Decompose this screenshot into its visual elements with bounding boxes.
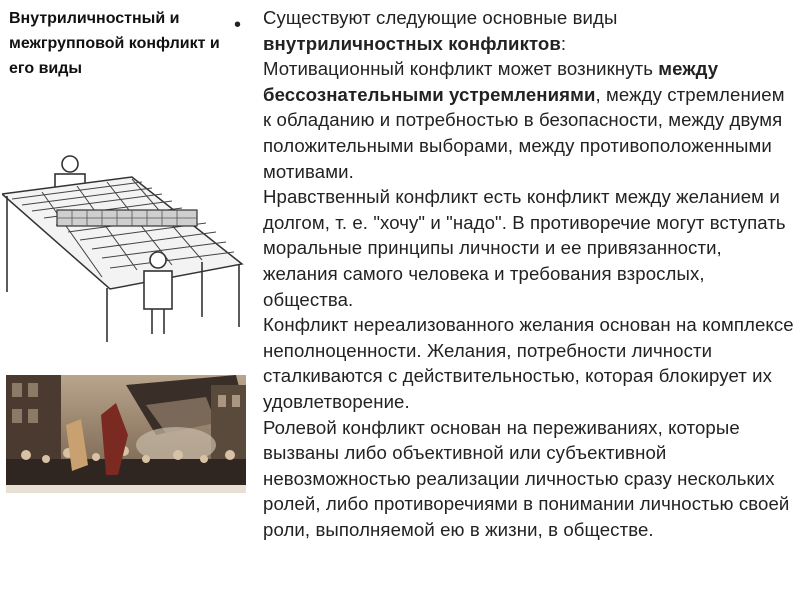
bullet-dot: • — [234, 14, 242, 36]
text-run: Мотивационный конфликт может возникнуть — [263, 58, 659, 80]
text-run: : — [560, 32, 567, 54]
text-run: Ролевой конфликт основан на переживаниях, которые вызваны либо объективной или субъективной невозможностью реализации личностью сразу нескольких ролей, либо противоречиями в понимании личностью своей роли, выполняемой ею в жизни, в обществе. — [263, 416, 790, 540]
crowd-conflict-scene-image — [6, 375, 246, 493]
body-paragraph — [263, 5, 795, 56]
body-paragraph — [263, 56, 795, 184]
emphasized-text: внутриличностных конфликтов — [263, 32, 561, 54]
body-paragraph — [263, 184, 795, 312]
people-at-table-illustration — [2, 152, 252, 347]
text-run: Нравственный конфликт есть конфликт между желанием и долгом, т. е. "хочу" и "надо". В противоречие могут вступать моральные принципы личности и ее привязанности, желания самого человека и требования взрослых, общества. — [263, 186, 786, 310]
text-run: Существуют следующие основные виды — [263, 7, 618, 28]
body-paragraph — [263, 415, 795, 543]
emphasized-text: между бессознательными устремлениями — [263, 58, 719, 105]
body-text — [263, 5, 795, 542]
text-run: , между стремлением к обладанию и потребностью в безопасности, между двумя положительными выборами, между противоположенными мотивами. — [263, 83, 785, 182]
slide-title: Внутриличностный и межгрупповой конфликт и его виды — [9, 10, 220, 77]
text-run: Конфликт нереализованного желания основан на комплексе неполноценности. Желания, потребности личности сталкиваются с действительностью, которая блокирует их удовлетворение. — [263, 314, 794, 412]
body-paragraph — [263, 312, 795, 414]
